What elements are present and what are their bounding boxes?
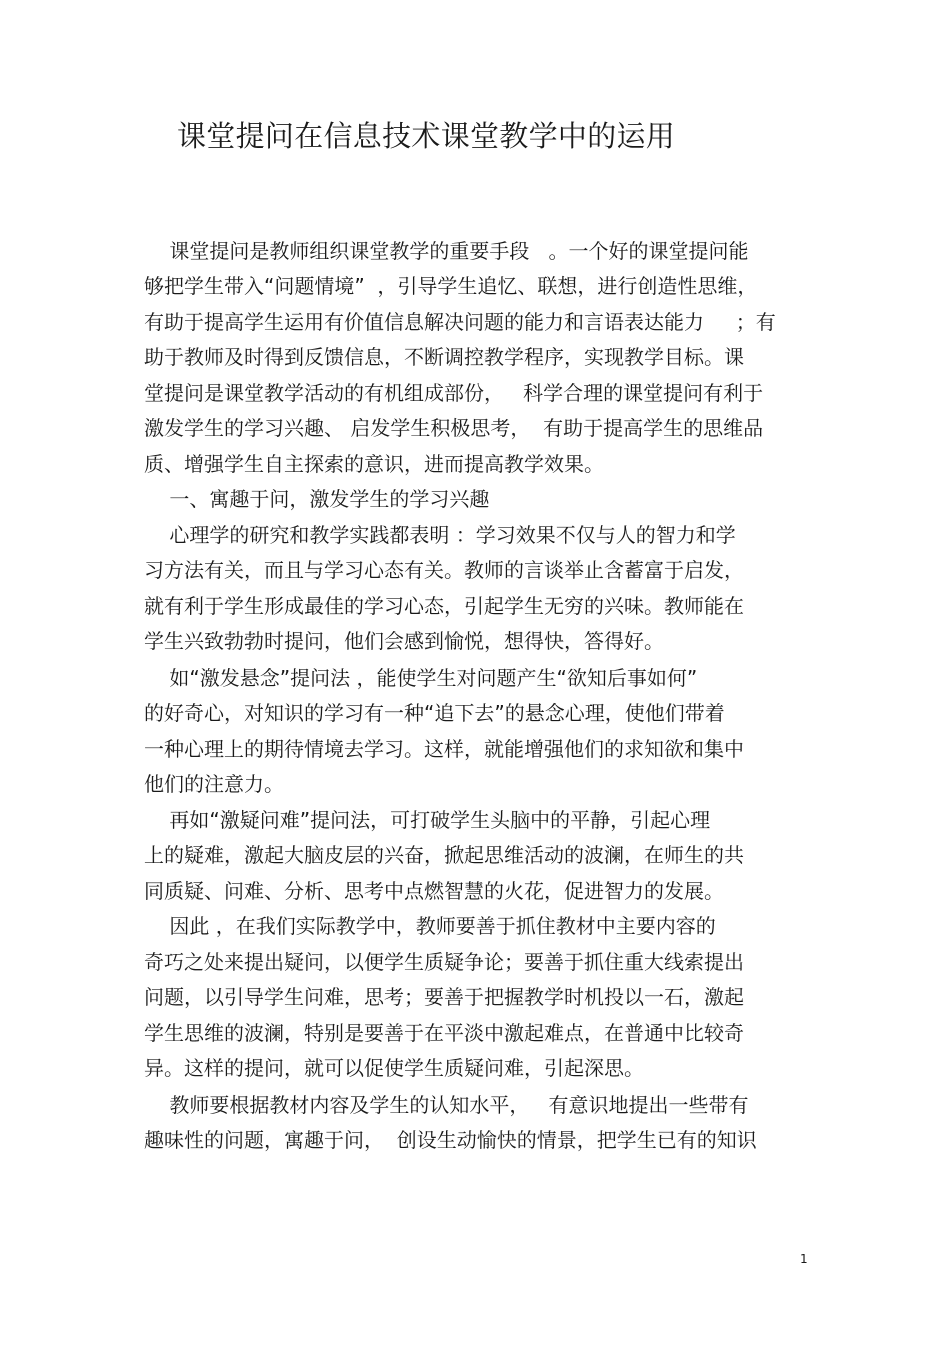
- page-number: 1: [800, 1252, 808, 1266]
- text-line: 的好奇心，对知识的学习有一种“追下去”的悬念心理，使他们带着: [144, 701, 725, 725]
- text-line: 异。这样的提问，就可以促使学生质疑问难，引起深思。: [144, 1056, 644, 1080]
- text-line: 一种心理上的期待情境去学习。这样，就能增强他们的求知欲和集中: [144, 737, 744, 761]
- text-line: 习方法有关，而且与学习心态有关。教师的言谈举止含蓄富于启发，: [144, 558, 744, 582]
- text-line: 有助于提高学生运用有价值信息解决问题的能力和言语表达能力 ；有: [144, 310, 776, 334]
- text-line: 如“激发悬念”提问法 ，能使学生对问题产生“欲知后事如何”: [144, 666, 698, 690]
- text-line: 质、增强学生自主探索的意识，进而提高教学效果。: [144, 452, 604, 476]
- document-title: 课堂提问在信息技术课堂教学中的运用: [177, 119, 676, 153]
- text-line: 问题，以引导学生问难，思考；要善于把握教学时机投以一石，激起: [144, 985, 744, 1009]
- text-line: 奇巧之处来提出疑问，以便学生质疑争论；要善于抓住重大线索提出: [144, 950, 744, 974]
- text-line: 学生思维的波澜，特别是要善于在平淡中激起难点，在普通中比较奇: [144, 1021, 744, 1045]
- text-line: 趣味性的问题，寓趣于问， 创设生动愉快的情景，把学生已有的知识: [144, 1128, 757, 1152]
- text-line: 课堂提问是教师组织课堂教学的重要手段 。一个好的课堂提问能: [144, 239, 749, 263]
- text-line: 心理学的研究和教学实践都表明 ：学习效果不仅与人的智力和学: [144, 523, 736, 547]
- section-heading: 一、寓趣于问，激发学生的学习兴趣: [144, 487, 490, 511]
- text-line: 因此 ，在我们实际教学中，教师要善于抓住教材中主要内容的: [144, 914, 716, 938]
- text-line: 学生兴致勃勃时提问，他们会感到愉悦，想得快，答得好。: [144, 629, 664, 653]
- text-line: 同质疑、问难、分析、思考中点燃智慧的火花，促进智力的发展。: [144, 879, 724, 903]
- text-line: 激发学生的学习兴趣、 启发学生积极思考， 有助于提高学生的思维品: [144, 416, 764, 440]
- text-line: 够把学生带入“问题情境” ，引导学生追忆、联想，进行创造性思维，: [144, 274, 758, 298]
- text-line: 再如“激疑问难”提问法，可打破学生头脑中的平静，引起心理: [144, 808, 711, 832]
- text-line: 堂提问是课堂教学活动的有机组成部份， 科学合理的课堂提问有利于: [144, 381, 764, 405]
- text-line: 他们的注意力。: [144, 772, 284, 796]
- text-line: 就有利于学生形成最佳的学习心态，引起学生无穷的兴味。教师能在: [144, 594, 744, 618]
- text-line: 助于教师及时得到反馈信息，不断调控教学程序，实现教学目标。课: [144, 345, 744, 369]
- text-line: 上的疑难，激起大脑皮层的兴奋，掀起思维活动的波澜，在师生的共: [144, 843, 744, 867]
- text-line: 教师要根据教材内容及学生的认知水平， 有意识地提出一些带有: [144, 1093, 749, 1117]
